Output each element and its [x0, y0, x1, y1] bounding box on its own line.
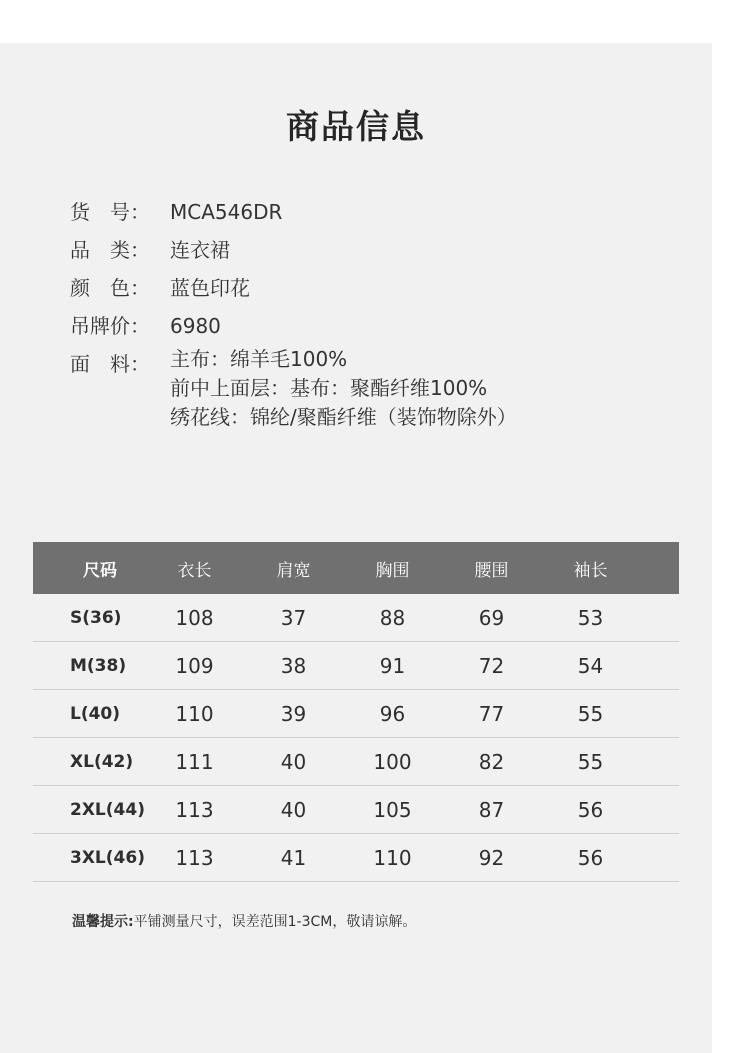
- table-row: [33, 594, 679, 642]
- cell-value: 37: [280, 605, 307, 630]
- cell-value: 105: [373, 797, 412, 822]
- note-text: 平铺测量尺寸，误差范围1-3CM，敬请谅解。: [133, 914, 417, 930]
- cell-value: 87: [478, 797, 505, 822]
- cell-value: 77: [478, 701, 505, 726]
- cell-value: 40: [280, 797, 307, 822]
- header-chest: 胸围: [375, 560, 410, 581]
- cell-value: 92: [478, 845, 505, 870]
- fabric-value: [170, 345, 517, 432]
- cell-value: 111: [175, 749, 214, 774]
- cell-value: 88: [379, 605, 406, 630]
- size-table: [33, 542, 679, 882]
- info-panel: [0, 43, 712, 1053]
- color-value: 蓝色印花: [170, 276, 250, 300]
- price-value: 6980: [170, 314, 221, 338]
- cell-value: 96: [379, 701, 406, 726]
- cell-value: 110: [175, 701, 214, 726]
- table-row: [33, 738, 679, 786]
- item-no-value: MCA546DR: [170, 200, 283, 224]
- cell-value: 41: [280, 845, 307, 870]
- cell-value: 72: [478, 653, 505, 678]
- info-row-fabric: [70, 345, 517, 432]
- table-row: [33, 642, 679, 690]
- category-value: 连衣裙: [170, 238, 230, 262]
- cell-size: M(38): [70, 655, 127, 676]
- note-label: 温馨提示:: [72, 914, 134, 930]
- cell-value: 54: [577, 653, 604, 678]
- item-no-label: 货 号：: [70, 200, 150, 224]
- info-row-category: [70, 231, 517, 269]
- cell-value: 55: [577, 701, 604, 726]
- table-row: [33, 690, 679, 738]
- cell-size: L(40): [70, 703, 121, 724]
- info-row-price: [70, 307, 517, 345]
- cell-size: 3XL(46): [70, 847, 145, 868]
- cell-value: 40: [280, 749, 307, 774]
- cell-value: 39: [280, 701, 307, 726]
- cell-value: 100: [373, 749, 412, 774]
- table-row: [33, 834, 679, 882]
- fabric-line: 主布：绵羊毛100%: [170, 347, 348, 371]
- cell-value: 82: [478, 749, 505, 774]
- cell-value: 91: [379, 653, 406, 678]
- cell-value: 55: [577, 749, 604, 774]
- info-row-color: [70, 269, 517, 307]
- cell-value: 53: [577, 605, 604, 630]
- header-sleeve: 袖长: [573, 560, 608, 581]
- cell-value: 113: [175, 797, 214, 822]
- measurement-note: [72, 911, 416, 931]
- cell-value: 69: [478, 605, 505, 630]
- fabric-line: 绣花线：锦纶/聚酯纤维（装饰物除外）: [170, 405, 517, 429]
- cell-size: XL(42): [70, 751, 134, 772]
- price-label: 吊牌价：: [70, 314, 150, 338]
- header-size: 尺码: [83, 560, 117, 581]
- product-info: [70, 193, 517, 432]
- category-label: 品 类：: [70, 238, 150, 262]
- header-shoulder: 肩宽: [276, 560, 311, 581]
- header-waist: 腰围: [474, 560, 509, 581]
- cell-size: S(36): [70, 607, 122, 628]
- fabric-line: 前中上面层：基布：聚酯纤维100%: [170, 376, 488, 400]
- cell-value: 56: [577, 797, 604, 822]
- table-row: [33, 786, 679, 834]
- size-table-header: [33, 542, 679, 594]
- page-title: 商品信息: [286, 107, 426, 146]
- cell-value: 109: [175, 653, 214, 678]
- cell-size: 2XL(44): [70, 799, 145, 820]
- cell-value: 108: [175, 605, 214, 630]
- cell-value: 38: [280, 653, 307, 678]
- cell-value: 56: [577, 845, 604, 870]
- info-row-item-no: [70, 193, 517, 231]
- header-length: 衣长: [177, 560, 212, 581]
- cell-value: 113: [175, 845, 214, 870]
- color-label: 颜 色：: [70, 276, 150, 300]
- fabric-label: 面 料：: [70, 352, 150, 376]
- cell-value: 110: [373, 845, 412, 870]
